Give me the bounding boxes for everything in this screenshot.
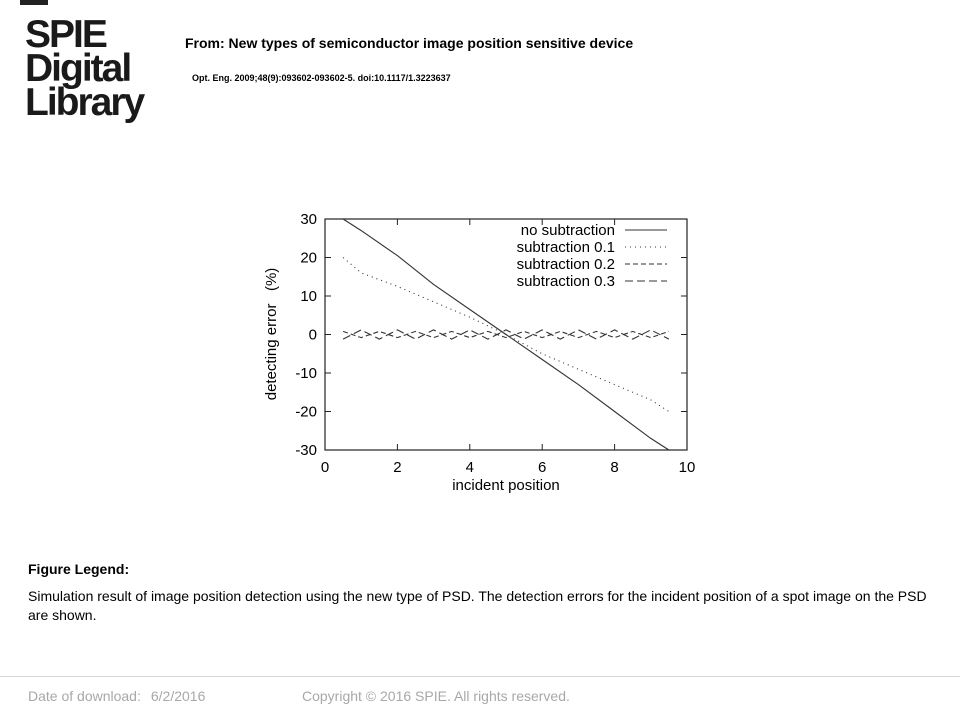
y-axis-label: detecting error (%) (263, 267, 280, 401)
x-tick-label: 0 (320, 459, 330, 476)
x-ticks (321, 219, 696, 476)
y-tick-label: 30 (300, 211, 317, 228)
series-lines (343, 219, 669, 450)
y-tick-label: -10 (295, 365, 317, 382)
y-tick-label: -30 (295, 442, 317, 459)
x-tick-label: 6 (538, 459, 547, 476)
y-tick-label: 0 (308, 326, 317, 344)
x-tick-label: 4 (465, 459, 474, 476)
x-axis-label: incident position (452, 477, 560, 494)
copyright-notice: Copyright © 2016 SPIE. All rights reserved. (302, 688, 570, 704)
top-bar (20, 0, 48, 5)
article-title: From: New types of semiconductor image position sensitive device (185, 35, 634, 51)
logo-line-3: Library (25, 81, 144, 124)
download-date (28, 688, 205, 704)
series-line-1 (343, 219, 669, 450)
logo-line-1: SPIE (25, 13, 106, 56)
spie-logo (25, 13, 144, 124)
x-tick-label: 10 (678, 459, 696, 476)
footer-divider (0, 676, 960, 677)
y-tick-label: -20 (295, 403, 317, 421)
y-tick-label: 10 (300, 288, 317, 305)
download-date-value: 6/2/2016 (150, 688, 206, 704)
x-tick-label: 2 (393, 459, 402, 476)
detection-error-chart (255, 205, 705, 500)
legend-label-2: subtraction 0.1 (516, 239, 615, 256)
chart-legend (517, 222, 667, 290)
download-date-label: Date of download: (28, 688, 141, 704)
x-tick-label: 8 (610, 459, 619, 476)
legend-label-1: no subtraction (520, 222, 615, 239)
legend-label-3: subtraction 0.2 (516, 256, 615, 273)
y-tick-label: 20 (300, 249, 317, 267)
logo-line-2: Digital (25, 47, 131, 90)
figure-legend-title: Figure Legend: (28, 561, 130, 577)
figure-legend-text: Simulation result of image position detection using the new type of PSD. The detection errors for the incident position of a spot image on the PSD are shown. (28, 588, 927, 623)
legend-label-4: subtraction 0.3 (516, 273, 615, 290)
article-citation: Opt. Eng. 2009;48(9):093602-093602-5. doi:10.1117/1.3223637 (192, 73, 451, 83)
